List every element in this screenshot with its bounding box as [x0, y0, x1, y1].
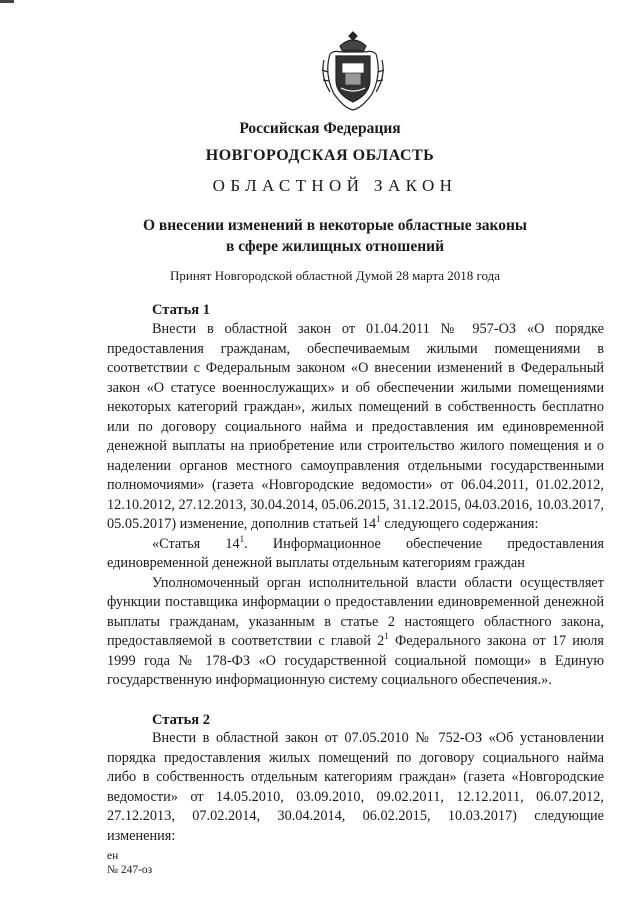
- scan-mark: [0, 0, 14, 3]
- article-2-heading: Статья 2: [152, 712, 210, 728]
- article-2-body: [107, 729, 604, 846]
- region-name: НОВГОРОДСКАЯ ОБЛАСТЬ: [205, 147, 435, 164]
- document-type: ОБЛАСТНОЙ ЗАКОН: [212, 176, 458, 195]
- document-footer: [107, 849, 152, 877]
- law-title-line-2: в сфере жилищных отношений: [225, 238, 445, 255]
- executor-initials: ен: [107, 850, 119, 862]
- adoption-note: Принят Новгородской областной Думой 28 марта 2018 года: [169, 268, 501, 283]
- country-name: Российская Федерация: [239, 120, 401, 137]
- law-title: [0, 215, 640, 257]
- article-1-heading: Статья 1: [152, 302, 210, 318]
- article-2-paragraph-1: Внести в областной закон от 07.05.2010 № 752-ОЗ «Об установлении порядка предоставления жилых помещений по договору социального найма либо в собственность отдельным категориям граждан» (газета «Новгородские ведомости» от 14.05.2010, 03.09.2010, 09.02.2011, 12.12.2011, 06.07.2012, 27.12.2013, 07.02.2014, 30.04.2014, 06.02.2015, 10.03.2017) следующие изменения:: [107, 730, 604, 844]
- article-1-body: [107, 320, 604, 691]
- law-title-line-1: О внесении изменений в некоторые областные законы: [142, 217, 528, 234]
- article-1-paragraph-2: «Статья $14^1$. Информационное обеспечение предоставления единовременной денежной выплаты отдельным категориям граждан: [107, 533, 604, 571]
- article-1-paragraph-1: Внести в областной закон от 01.04.2011 № 957-ОЗ «О порядке предоставления гражданам, обеспечиваемым жилыми помещениями в соответствии с Федеральным законом «О внесении изменений в Федеральный закон «О статусе военнослужащих» и об обеспечении жилыми помещениями некоторых категорий граждан», жилых помещений в собственность бесплатно или по договору социального найма и предоставления им единовременной денежной выплаты на приобретение или строительство жилого помещения и о наделении органов местного самоуправления отдельными государственными полномочиями» (газета «Новгородские ведомости» от 06.04.2011, 01.02.2012, 12.10.2012, 27.12.2013, 30.04.2014, 05.06.2015, 31.12.2015, 04.03.2016, 10.03.2017, 05.05.2017) изменение, дополнив статьей $14^1$ следующего содержания:: [107, 321, 604, 532]
- article-1-paragraph-3: Уполномоченный орган исполнительной власти области осуществляет функции поставщика информации о предоставлении единовременной денежной выплаты гражданам, указанным в статье 2 настоящего областного закона, предоставляемой в соответствии с главой $2^1$ Федерального закона от 17 июля 1999 года № 178-ФЗ «О государственной социальной помощи» в Единую государственную информационную систему социального обеспечения.».: [107, 574, 604, 688]
- law-number: № 247-оз: [107, 864, 153, 876]
- coat-of-arms-icon: [316, 30, 390, 112]
